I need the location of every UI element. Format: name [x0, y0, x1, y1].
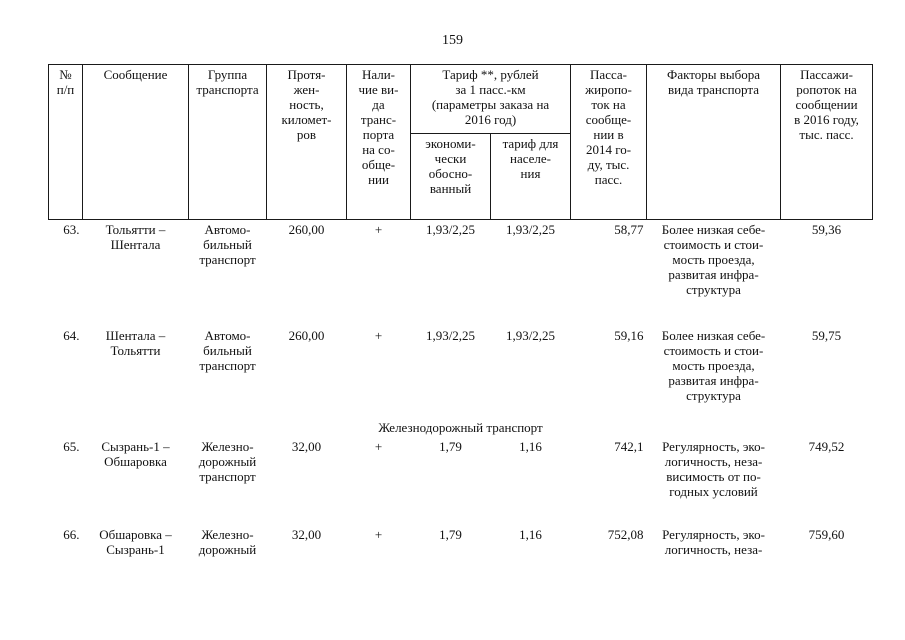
section-title: Железнодорожный транспорт	[378, 419, 543, 435]
row-tariff-population: 1,16	[519, 526, 542, 542]
transport-table	[48, 64, 873, 559]
row-route: Тольятти – Шентала	[105, 222, 166, 252]
table-row	[49, 437, 873, 525]
header-alternative-transport: Нали- чие ви- да транс- порта на со- обще- нии	[347, 65, 411, 220]
row-factors: Более низкая себе- стоимость и стои- мость проезда, развитая инфра- структура	[661, 222, 766, 297]
header-passenger-flow-2014: Пасса- жиропо- ток на сообще- нии в 2014 го- ду, тыс. пасс.	[571, 65, 647, 220]
row-transport-group: Железно- дорожный	[198, 526, 257, 557]
row-factors: Регулярность, эко- логичность, неза-	[662, 526, 765, 557]
row-flow-2016: 59,75	[811, 327, 842, 343]
row-transport-group: Железно- дорожный транспорт	[198, 438, 257, 484]
row-alternative: +	[374, 526, 383, 542]
row-transport-group: Автомо- бильный транспорт	[199, 222, 256, 267]
row-transport-group: Автомо- бильный транспорт	[199, 327, 256, 373]
section-row	[49, 418, 873, 437]
row-flow-2016: 749,52	[808, 438, 845, 454]
row-flow-2016: 759,60	[808, 526, 845, 542]
header-transport-group: Группа транспорта	[189, 65, 267, 220]
header-passenger-flow-2016: Пассажи- ропоток на сообщении в 2016 году, тыс. пасс.	[781, 65, 873, 220]
row-factors: Регулярность, эко- логичность, неза- висимость от по- годных условий	[662, 438, 765, 499]
row-flow-2014: 752,08	[607, 526, 644, 542]
row-number: 64.	[63, 327, 80, 343]
row-tariff-economic: 1,93/2,25	[425, 222, 476, 237]
row-length: 260,00	[288, 222, 325, 237]
row-route: Шентала – Тольятти	[105, 327, 166, 358]
row-length: 260,00	[288, 327, 325, 343]
row-tariff-population: 1,93/2,25	[505, 327, 556, 343]
table-row	[49, 220, 873, 326]
row-length: 32,00	[291, 526, 322, 542]
row-tariff-economic: 1,79	[439, 438, 462, 454]
row-tariff-economic: 1,93/2,25	[425, 327, 476, 343]
header-number: № п/п	[49, 65, 83, 220]
row-factors: Более низкая себе- стоимость и стои- мость проезда, развитая инфра- структура	[661, 327, 766, 403]
row-length: 32,00	[291, 438, 322, 454]
row-route: Обшаровка – Сызрань-1	[99, 526, 172, 557]
row-tariff-population: 1,16	[519, 438, 542, 454]
table-row	[49, 326, 873, 418]
row-flow-2014: 742,1	[614, 438, 644, 454]
row-number: 66.	[63, 526, 80, 542]
row-tariff-economic: 1,79	[439, 526, 462, 542]
row-route: Сызрань-1 – Обшаровка	[101, 438, 170, 469]
row-tariff-population: 1,93/2,25	[505, 222, 556, 237]
header-tariff: Тариф **, рублей за 1 пасс.-км (параметры заказа на 2016 год)	[411, 65, 571, 134]
header-tariff-population: тариф для населе- ния	[491, 134, 571, 220]
header-row	[49, 65, 873, 134]
row-flow-2014: 59,16	[614, 327, 644, 343]
header-selection-factors: Факторы выбора вида транспорта	[647, 65, 781, 220]
row-number: 63.	[63, 222, 80, 237]
row-alternative: +	[374, 222, 383, 237]
header-route: Сообщение	[83, 65, 189, 220]
row-number: 65.	[63, 438, 80, 454]
table-row	[49, 525, 873, 559]
row-flow-2014: 58,77	[614, 222, 644, 237]
page-number: 159	[442, 33, 463, 48]
row-flow-2016: 59,36	[811, 222, 842, 237]
row-alternative: +	[374, 438, 383, 454]
row-alternative: +	[374, 327, 383, 343]
header-tariff-economic: экономи- чески обосно- ванный	[411, 134, 491, 220]
header-length: Протя- жен- ность, километ- ров	[267, 65, 347, 220]
